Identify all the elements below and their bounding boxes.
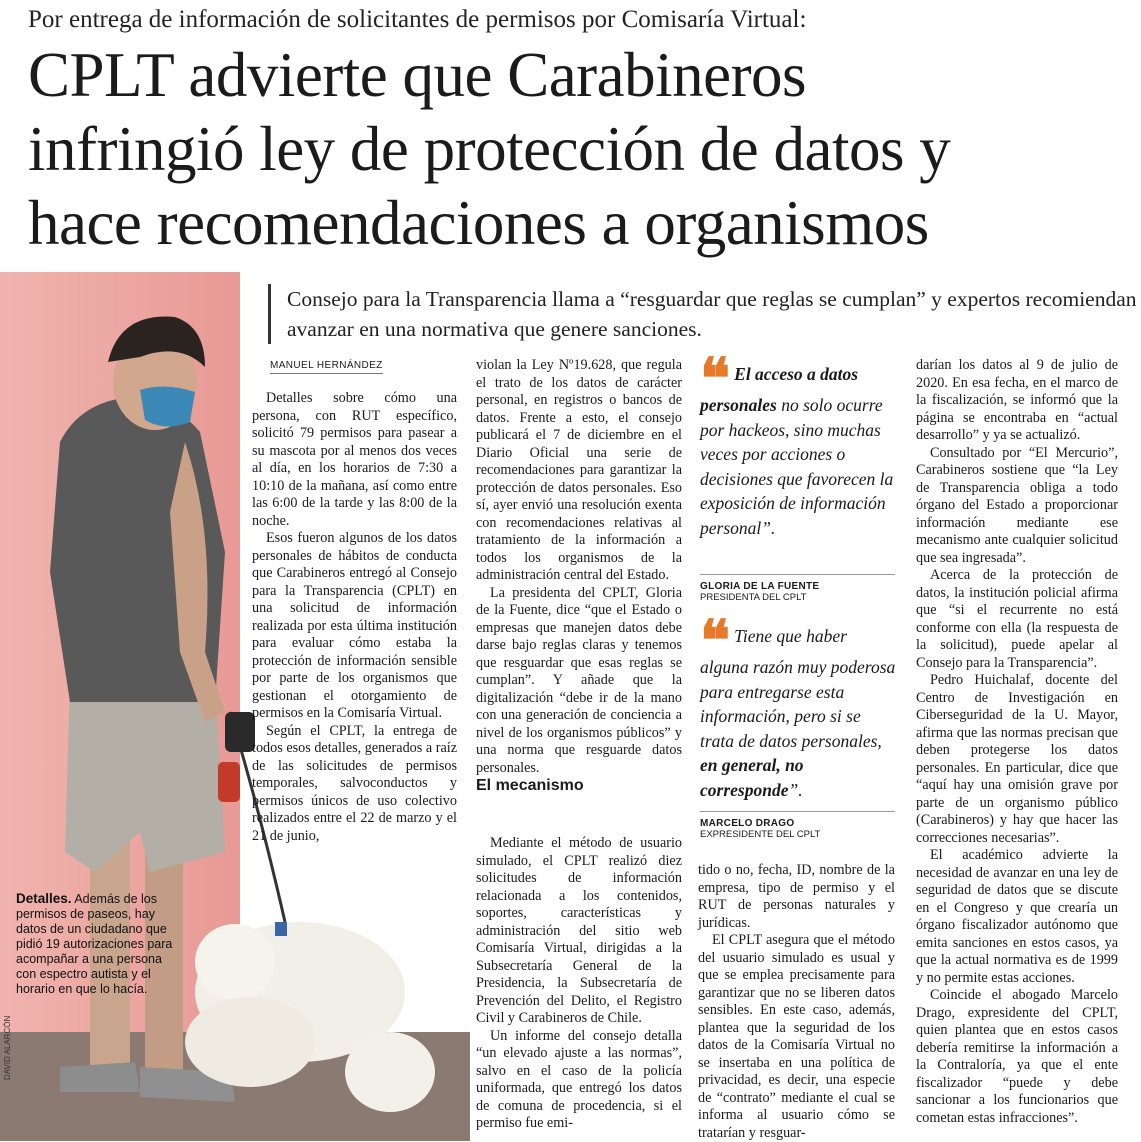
paragraph: tido o no, fecha, ID, nombre de la empresa, tipo de permiso y el RUT de personas naturales y jurídicas. xyxy=(698,862,895,931)
paragraph: Un informe del consejo detalla “un elevado ajuste a las normas”, salvo en el caso de la policía uniformada, que entregó los datos de comuna de procedencia, si el permiso fue emi- xyxy=(476,1027,682,1131)
quote-text: Tiene que haber alguna razón muy poderosa para entregarse esta información, pero si se trata de datos personales, xyxy=(700,626,896,751)
photo-credit: DAVID ALARCÓN xyxy=(3,1015,12,1080)
pull-quote-2 xyxy=(700,609,896,802)
paragraph: Consultado por “El Mercurio”, Carabineros sostiene que “la Ley de Transparencia obliga a todo órgano del Estado a proporcionar información mediante ese mecanismo ante cualquier solicitud que sea ingresada”. xyxy=(916,444,1118,566)
caption-title: Detalles. xyxy=(16,891,72,906)
quote-author: GLORIA DE LA FUENTE xyxy=(700,581,820,592)
byline: MANUEL HERNÁNDEZ xyxy=(270,360,383,374)
paragraph: La presidenta del CPLT, Gloria de la Fuente, dice “que el Estado o empresas que manejen datos debe darse bajo reglas claras y tenemos que resguardar que esas reglas se cumplan”. Y añade que la digitalización “debe ir de la mano con una generación de conciencia a nivel de los organismos públicos” y una norma que resguarde datos personales. xyxy=(476,584,682,776)
article-column-4 xyxy=(916,357,1118,1127)
paragraph: Detalles sobre cómo una persona, con RUT específico, solicitó 79 permisos para pasear a su mascota por al menos dos veces al día, en los horarios de 7:30 a 10:10 de la mañana, así como entre las 6:00 de la tarde y las 8:00 de la noche. xyxy=(252,390,457,529)
headline-line-1: CPLT advierte que Carabineros xyxy=(28,40,807,110)
section-title: El mecanismo xyxy=(476,777,584,794)
article-column-2-continued xyxy=(476,835,682,1133)
kicker: Por entrega de información de solicitantes de permisos por Comisaría Virtual: xyxy=(28,6,807,33)
quote-mark-icon: ❝ xyxy=(700,609,731,672)
quote-attribution-2 xyxy=(700,811,895,840)
paragraph: El CPLT asegura que el método del usuario simulado es usual y que se emplea precisamente para garantizar que no se liberen datos sensibles. En este caso, además, plantea que la seguridad de los datos de la Comisaría Virtual no se insertaba en una política de privacidad, es decir, una especie de “contrato” mediante el cual se informa al usuario cómo se tratarían y resguar- xyxy=(698,932,895,1141)
quote-author-role: EXPRESIDENTE DEL CPLT xyxy=(700,829,821,840)
paragraph: Según el CPLT, la entrega de todos esos detalles, generados a raíz de las solicitudes de permisos temporales, salvoconductos y permisos únicos de uso colectivo realizados entre el 22 de marzo y el 21 de junio, xyxy=(252,722,457,844)
paragraph: Esos fueron algunos de los datos personales de hábitos de conducta que Carabineros entregó al Consejo para la Transparencia (CPLT) en una solicitud de información realizada por esta última institución para evaluar cómo estaba la protección de información sensible por parte de los organismos que gestionan el otorgamiento de permisos en la Comisaría Virtual. xyxy=(252,530,457,721)
article-column-1 xyxy=(252,390,457,845)
photo-caption xyxy=(16,891,176,997)
quote-author-role: PRESIDENTA DEL CPLT xyxy=(700,592,807,603)
quote-bold: en general, no corresponde xyxy=(700,755,804,800)
quote-bold: El acceso a datos personales xyxy=(700,364,859,415)
article-column-2 xyxy=(476,357,682,795)
headline xyxy=(28,38,1128,260)
quote-attribution-1 xyxy=(700,574,895,603)
paragraph: Pedro Huichalaf, docente del Centro de Investigación en Ciberseguridad de la U. Mayor, afirma que las normas precisan que deben protegerse los datos personales. En particular, dice que “aquí hay una omisión grave por parte de un organismo público (Carabineros) y hay que hacer las correcciones necesarias”. xyxy=(916,672,1118,846)
pull-quote-1 xyxy=(700,347,896,540)
paragraph: darían los datos al 9 de julio de 2020. En esa fecha, en el marco de la fiscalización, se informó que la página se encontraba en “actual desarrollo” y ya se actualizó. xyxy=(916,357,1118,443)
caption-text: Además de los permisos de paseos, hay datos de un ciudadano que pidió 19 autorizaciones para acompañar a una persona con espectro autista y el horario en que lo hacía. xyxy=(16,892,173,996)
paragraph: violan la Ley Nº19.628, que regula el trato de los datos de carácter personal, en registros o bancos de datos. Frente a esto, el consejo publicará el 7 de diciembre en el Diario Oficial una serie de recomendaciones para garantizar la protección de datos personales. Eso sí, ayer envió una resolución exenta con recomendaciones relativas al tratamiento de la información a todos los organismos de la administración central del Estado. xyxy=(476,357,682,583)
paragraph: El académico advierte la necesidad de avanzar en una ley de seguridad de datos que se discute en el Congreso y que crearía un órgano fiscalizador autónomo que emita sanciones en estos casos, ya que la actual normativa es de 1999 y no permite estas acciones. xyxy=(916,847,1118,986)
quote-end: ”. xyxy=(788,779,803,800)
quote-author: MARCELO DRAGO xyxy=(700,818,795,829)
paragraph: Coincide el abogado Marcelo Drago, expresidente del CPLT, quien plantea que en estos casos debería remitirse la información a la Contraloría, ya que el ente fiscalizador “puede y debe sancionar a los funcionarios que cometan estas infracciones”. xyxy=(916,987,1118,1126)
article-column-3 xyxy=(698,862,895,1142)
quote-mark-icon: ❝ xyxy=(700,347,731,410)
paragraph: Mediante el método de usuario simulado, el CPLT realizó diez solicitudes de información relacionada a los contenidos, soportes, características y administración del sitio web Comisaría Virtual, dirigidas a la Subsecretaría General de la Presidencia, la Subsecretaría de Prevención del Delito, el Registro Civil y Carabineros de Chile. xyxy=(476,835,682,1026)
paragraph: Acerca de la protección de datos, la institución policial afirma que “si el recurrente no está conforme con ella (la respuesta de la solicitud), puede apelar al Consejo para la Transparencia”. xyxy=(916,567,1118,671)
headline-line-3: hace recomendaciones a organismos xyxy=(28,188,929,258)
quote-text: no solo ocurre por hackeos, sino muchas veces por acciones o decisiones que favorecen la exposición de información personal”. xyxy=(700,395,894,538)
subhead: Consejo para la Transparencia llama a “resguardar que reglas se cumplan” y expertos recomiendan avanzar en una normativa que genere sanciones. xyxy=(268,284,1141,344)
headline-line-2: infringió ley de protección de datos y xyxy=(28,114,951,184)
